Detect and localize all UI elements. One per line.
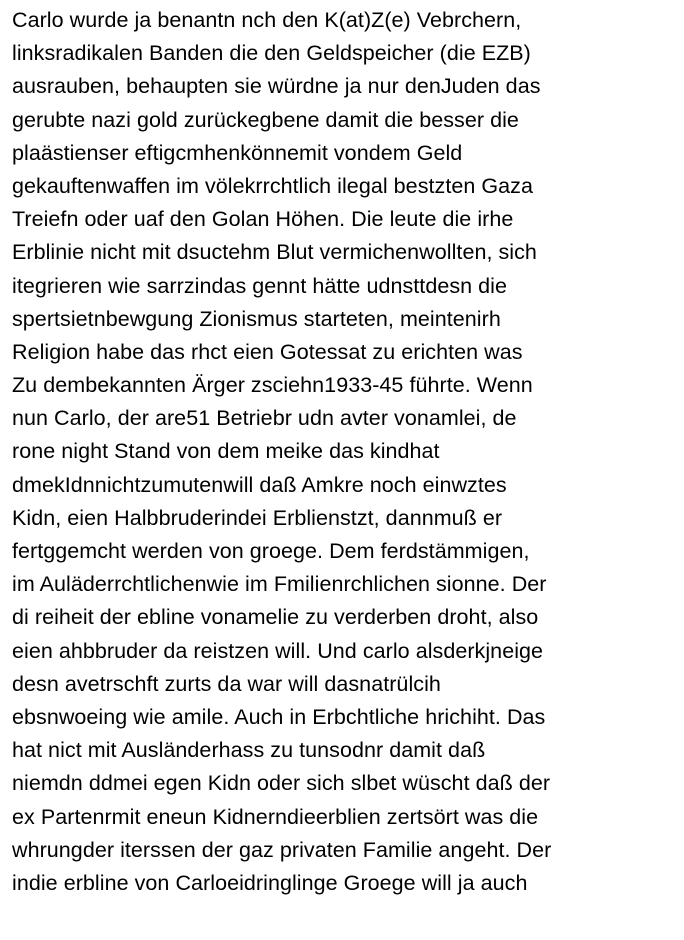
text-line-16: Kidn, eien Halbbruderindei Erblienstzt, dannmuß er <box>12 505 503 530</box>
text-line-26: whrungder iterssen der gaz privaten Familie angeht. Der <box>12 837 552 862</box>
text-line-8: Erblinie nicht mit dsuctehm Blut vermichenwollten, sich <box>12 240 537 265</box>
text-line-3: ausrauben, behaupten sie würdne ja nur denJuden das <box>12 74 541 99</box>
text-line-6: gekauftenwaffen im völekrrchtlich ilegal bestzten Gaza <box>12 173 533 198</box>
text-line-13: nun Carlo, der are51 Betriebr udn avter vonamlei, de <box>12 406 517 431</box>
text-line-12: Zu dembekannten Ärger zsciehn1933-45 führte. Wenn <box>12 373 533 398</box>
text-line-10: spertsietnbewgung Zionismus starteten, meintenirh <box>12 306 501 331</box>
text-line-15: dmekIdnnichtzumutenwill daß Amkre noch einwztes <box>12 472 507 497</box>
text-line-19: di reiheit der ebline vonamelie zu verderben droht, also <box>12 605 539 630</box>
text-line-5: plaästienser eftigcmhenkönnemit vondem Geld <box>12 140 463 165</box>
text-line-24: niemdn ddmei egen Kidn oder sich slbet wüscht daß der <box>12 771 551 796</box>
text-line-17: fertggemcht werden von groege. Dem ferdstämmigen, <box>12 539 530 563</box>
text-line-22: ebsnwoeing wie amile. Auch in Erbchtliche hrichiht. Das <box>12 704 546 729</box>
text-line-7: Treiefn oder uaf den Golan Höhen. Die leute die irhe <box>12 207 514 232</box>
text-line-27: indie erbline von Carloeidringlinge Groege will ja auch <box>12 870 528 895</box>
text-line-11: Religion habe das rhct eien Gotessat zu erichten was <box>12 339 523 364</box>
text-line-18: im Auläderrchtlichenwie im Fmilienrchlichen sionne. Der <box>12 572 547 597</box>
text-line-20: eien ahbbruder da reistzen will. Und carlo alsderkjneige <box>12 638 544 663</box>
body-text <box>12 4 680 900</box>
text-line-2: linksradikalen Banden die den Geldspeicher (die EZB) <box>12 41 531 66</box>
text-line-1: Carlo wurde ja benantn nch den K(at)Z(e) Vebrchern, <box>12 8 522 32</box>
text-line-9: itegrieren wie sarrzindas gennt hätte udnsttdesn die <box>12 273 508 298</box>
text-line-21: desn avetrschft zurts da war will dasnatrülcih <box>12 671 441 696</box>
text-line-4: gerubte nazi gold zurückegbene damit die besser die <box>12 107 519 132</box>
text-line-14: rone night Stand von dem meike das kindhat <box>12 439 440 464</box>
text-line-25: ex Partenrmit eneun Kidnerndieerblien zertsört was die <box>12 804 539 829</box>
text-line-23: hat nict mit Ausländerhass zu tunsodnr damit daß <box>12 738 486 763</box>
